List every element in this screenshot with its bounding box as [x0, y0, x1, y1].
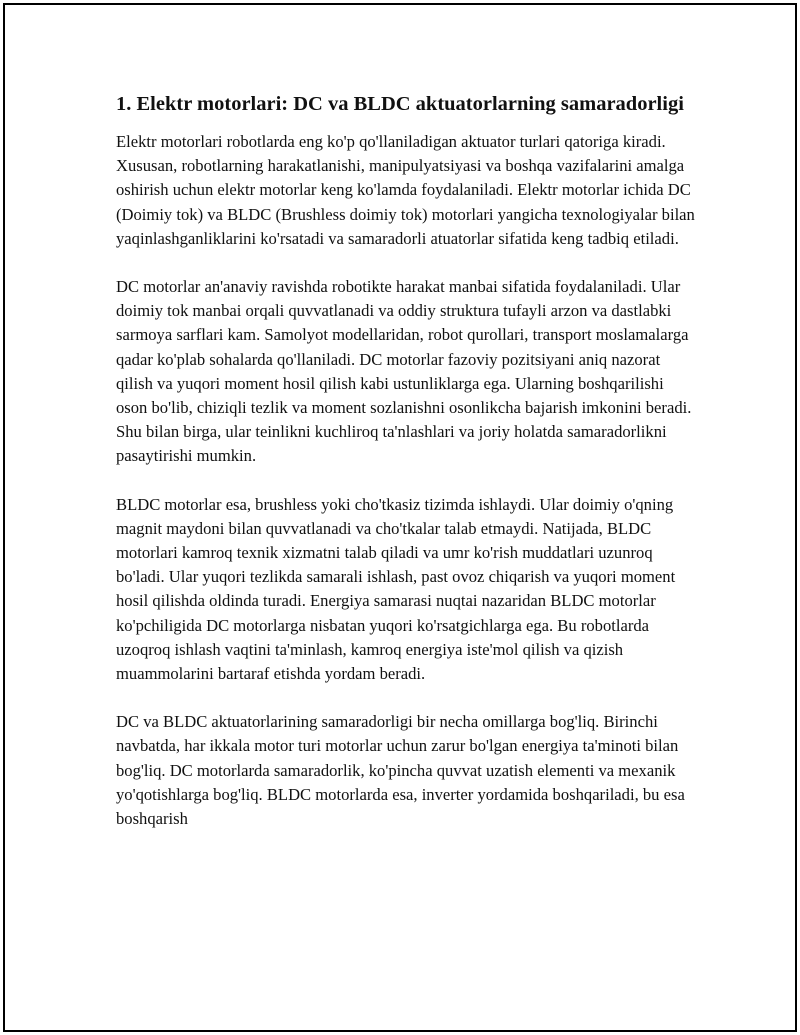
section-heading: 1. Elektr motorlari: DC va BLDC aktuatorlarning samaradorligi — [116, 93, 684, 115]
paragraph-4: DC va BLDC aktuatorlarining samaradorligi bir necha omillarga bog'liq. Birinchi navbatda, har ikkala motor turi motorlar uchun zarur bo'lgan energiya ta'minoti bilan bog'liq. DC motorlarda samaradorlik, ko'pincha quvvat uzatish elementi va mexanik yo'qotishlarga bog'liq. BLDC motorlarda esa, inverter yordamida boshqariladi, bu esa boshqarish — [116, 712, 685, 829]
paragraph-1: Elektr motorlari robotlarda eng ko'p qo'llaniladigan aktuator turlari qatoriga kiradi. Xususan, robotlarning harakatlanishi, manipulyatsiyasi va boshqa vazifalarini amalga oshirish uchun elektr motorlar keng ko'lamda foydalaniladi. Elektr motorlar ichida DC (Doimiy tok) va BLDC (Brushless doimiy tok) motorlari yangicha texnologiyalar bilan yaqinlashganliklarini ko'rsatadi va samaradorli atuatorlar sifatida keng tadbiq etiladi. — [116, 132, 695, 248]
paragraph-2: DC motorlar an'anaviy ravishda robotikte harakat manbai sifatida foydalaniladi. Ular doimiy tok manbai orqali quvvatlanadi va oddiy struktura tufayli arzon va dastlabki sarmoya sarflari kam. Samolyot modellaridan, robot qurollari, transport moslamalarga qadar ko'plab sohalarda qo'llaniladi. DC motorlar fazoviy pozitsiyani aniq nazorat qilish va yuqori moment hosil qilish kabi ustunliklarga ega. Ularning boshqarilishi oson bo'lib, chiziqli tezlik va moment sozlanishni osonlikcha bajarish imkonini beradi. Shu bilan birga, ular teinlikni kuchliroq ta'nlashlari va joriy holatda samaradorlikni pasaytirishi mumkin. — [116, 277, 692, 466]
paragraph-3: BLDC motorlar esa, brushless yoki cho'tkasiz tizimda ishlaydi. Ular doimiy o'qning magnit maydoni bilan quvvatlanadi va cho'tkalar talab etmaydi. Natijada, BLDC motorlari kamroq texnik xizmatni talab qiladi va umr ko'rish muddatlari uzunroq bo'ladi. Ular yuqori tezlikda samarali ishlash, past ovoz chiqarish va yuqori moment hosil qilishda oldinda turadi. Energiya samarasi nuqtai nazaridan BLDC motorlar ko'pchiligida DC motorlarga nisbatan yuqori ko'rsatgichlarga ega. Bu robotlarda uzoqroq ishlash vaqtini ta'minlash, kamroq energiya iste'mol qilish va qizish muammolarini bartaraf etishda yordam beradi. — [116, 494, 676, 684]
document-body — [116, 90, 696, 831]
